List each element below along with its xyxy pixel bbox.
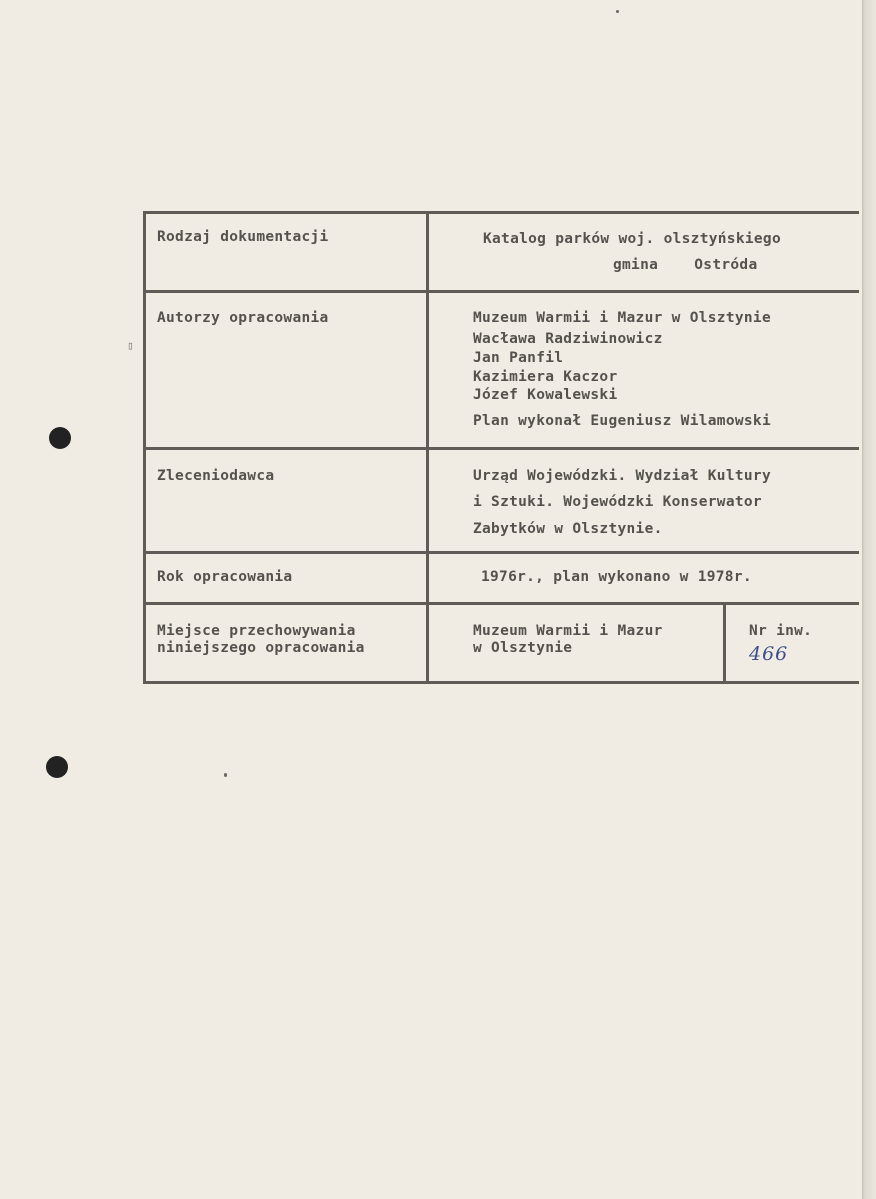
table-rule <box>143 290 859 293</box>
row-value-line: Jan Panfil <box>473 350 564 366</box>
row-value-line: Muzeum Warmii i Mazur <box>473 623 663 639</box>
row-value-line: Wacława Radziwinowicz <box>473 331 663 347</box>
row-value-line: Plan wykonał Eugeniusz Wilamowski <box>473 413 771 429</box>
table-rule <box>143 211 859 214</box>
table-rule <box>143 551 859 554</box>
row-value-line: i Sztuki. Wojewódzki Konserwator <box>473 494 762 510</box>
row-value-line: Zabytków w Olsztynie. <box>473 521 663 537</box>
row-label: Rodzaj dokumentacji <box>157 229 329 245</box>
row-label: Rok opracowania <box>157 569 293 585</box>
punch-hole <box>46 756 68 778</box>
speck <box>616 10 619 13</box>
row-label: niniejszego opracowania <box>157 640 365 656</box>
row-value-line: Katalog parków woj. olsztyńskiego <box>483 231 781 247</box>
table-rule <box>723 602 726 684</box>
inventory-number: 466 <box>749 643 789 665</box>
row-value-line: Kazimiera Kaczor <box>473 369 618 385</box>
inventory-label: Nr inw. <box>749 623 813 639</box>
table-rule <box>426 211 429 684</box>
table-rule <box>143 681 859 684</box>
row-value-line: 1976r., plan wykonano w 1978r. <box>481 569 752 585</box>
table-rule <box>143 211 146 684</box>
row-value-line: Urząd Wojewódzki. Wydział Kultury <box>473 468 771 484</box>
row-label: Miejsce przechowywania <box>157 623 356 639</box>
row-value-line: Muzeum Warmii i Mazur w Olsztynie <box>473 310 771 326</box>
row-value-line: gmina Ostróda <box>613 257 758 273</box>
margin-mark: ▯ <box>127 339 134 352</box>
table-rule <box>143 447 859 450</box>
table-rule <box>143 602 859 605</box>
row-value-line: w Olsztynie <box>473 640 573 656</box>
speck <box>224 773 227 777</box>
paper-edge <box>862 0 876 1199</box>
row-value-line: Józef Kowalewski <box>473 387 618 403</box>
catalog-info-table <box>143 211 859 684</box>
punch-hole <box>49 427 71 449</box>
row-label: Zleceniodawca <box>157 468 275 484</box>
row-label: Autorzy opracowania <box>157 310 329 326</box>
